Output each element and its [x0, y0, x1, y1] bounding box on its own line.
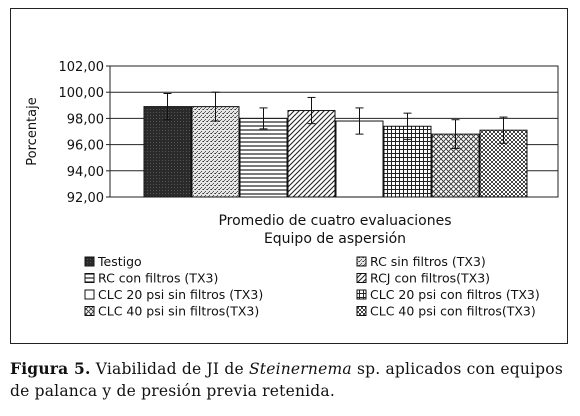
y-tick-label: 96,00 [66, 138, 104, 154]
legend-item-3 [85, 271, 218, 286]
chart-frame [10, 8, 568, 344]
legend [85, 254, 540, 319]
legend-label: CLC 20 psi con filtros (TX3) [370, 287, 540, 302]
legend-item-2 [357, 254, 486, 269]
legend-item-7 [85, 304, 259, 319]
caption-text-2: sp. aplicados con equipos de palanca y de presión previa retenida. [10, 360, 563, 400]
y-axis-ticks [59, 60, 111, 206]
caption-species: Steinernema [248, 360, 352, 378]
legend-swatch [85, 274, 94, 283]
y-tick-label: 92,00 [66, 191, 104, 206]
legend-swatch [357, 290, 366, 299]
legend-item-1 [85, 254, 142, 269]
legend-label: RCJ con filtros(TX3) [370, 270, 491, 286]
caption-label: Figura 5. [10, 359, 91, 378]
x-axis-title-line-1: Promedio de cuatro evaluaciones [218, 213, 452, 229]
legend-swatch [357, 257, 366, 266]
legend-label: CLC 40 psi sin filtros(TX3) [98, 303, 260, 319]
legend-item-5 [85, 287, 263, 302]
figure-caption [10, 358, 572, 402]
legend-label: Testigo [98, 254, 142, 269]
y-tick-label: 102,00 [58, 60, 104, 75]
legend-label: RC sin filtros (TX3) [370, 254, 486, 269]
x-axis-title-line-2: Equipo de aspersión [263, 231, 407, 247]
legend-label: CLC 20 psi sin filtros (TX3) [98, 287, 264, 302]
legend-swatch [357, 274, 366, 283]
legend-item-6 [357, 287, 540, 302]
y-tick-label: 100,00 [58, 86, 104, 102]
y-tick-label: 98,00 [66, 112, 104, 128]
legend-item-8 [357, 304, 536, 319]
legend-label: CLC 40 psi con filtros(TX3) [370, 303, 536, 319]
legend-item-4 [357, 271, 490, 286]
y-axis-title: Porcentaje [25, 97, 40, 166]
y-tick-label: 94,00 [66, 164, 104, 180]
bar-3 [240, 118, 287, 197]
legend-swatch [85, 257, 94, 266]
bars [144, 107, 527, 197]
legend-swatch [85, 307, 94, 316]
legend-swatch [85, 290, 94, 299]
legend-swatch [357, 307, 366, 316]
legend-label: RC con filtros (TX3) [98, 270, 219, 286]
caption-text-1: Viabilidad de JI de [90, 360, 249, 378]
bar-chart [11, 9, 567, 343]
